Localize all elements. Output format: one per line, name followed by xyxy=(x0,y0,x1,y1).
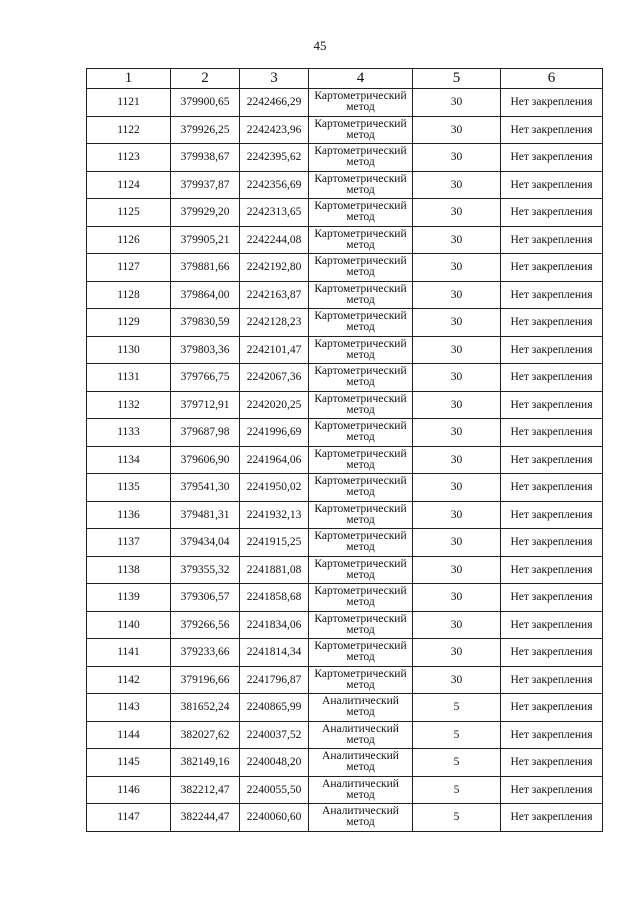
method-cell xyxy=(309,446,413,474)
y-coordinate-cell: 2242020,25 xyxy=(240,391,309,419)
x-coordinate-cell: 382212,47 xyxy=(171,776,240,804)
point-number-cell: 1133 xyxy=(87,419,171,447)
method-cell xyxy=(309,364,413,392)
accuracy-cell: 30 xyxy=(413,171,501,199)
method-line-2: метод xyxy=(346,761,375,774)
fixation-cell: Нет закрепления xyxy=(501,694,603,722)
point-number-cell: 1121 xyxy=(87,89,171,117)
fixation-cell: Нет закрепления xyxy=(501,419,603,447)
method-cell xyxy=(309,556,413,584)
table-row xyxy=(87,309,603,337)
method-cell xyxy=(309,116,413,144)
fixation-cell: Нет закрепления xyxy=(501,474,603,502)
y-coordinate-cell: 2241881,08 xyxy=(240,556,309,584)
point-number-cell: 1142 xyxy=(87,666,171,694)
method-line-2: метод xyxy=(346,623,375,636)
table-row xyxy=(87,721,603,749)
method-cell xyxy=(309,281,413,309)
method-line-1: Картометрический xyxy=(314,90,407,103)
table-row xyxy=(87,391,603,419)
point-number-cell: 1124 xyxy=(87,171,171,199)
x-coordinate-cell: 379434,04 xyxy=(171,529,240,557)
method-line-1: Картометрический xyxy=(314,530,407,543)
fixation-cell: Нет закрепления xyxy=(501,199,603,227)
x-coordinate-cell: 379938,67 xyxy=(171,144,240,172)
table-row xyxy=(87,776,603,804)
method-line-1: Картометрический xyxy=(314,420,407,433)
point-number-cell: 1123 xyxy=(87,144,171,172)
method-line-2: метод xyxy=(346,266,375,279)
method-cell xyxy=(309,254,413,282)
accuracy-cell: 30 xyxy=(413,419,501,447)
point-number-cell: 1132 xyxy=(87,391,171,419)
method-line-2: метод xyxy=(346,513,375,526)
x-coordinate-cell: 379306,57 xyxy=(171,584,240,612)
y-coordinate-cell: 2240060,60 xyxy=(240,804,309,832)
point-number-cell: 1145 xyxy=(87,749,171,777)
point-number-cell: 1128 xyxy=(87,281,171,309)
table-row xyxy=(87,336,603,364)
table-row xyxy=(87,474,603,502)
x-coordinate-cell: 379937,87 xyxy=(171,171,240,199)
method-line-1: Картометрический xyxy=(314,475,407,488)
y-coordinate-cell: 2242313,65 xyxy=(240,199,309,227)
accuracy-cell: 30 xyxy=(413,116,501,144)
y-coordinate-cell: 2242356,69 xyxy=(240,171,309,199)
point-number-cell: 1125 xyxy=(87,199,171,227)
column-header: 4 xyxy=(309,69,413,89)
method-line-1: Аналитический xyxy=(322,777,399,790)
method-line-2: метод xyxy=(346,816,375,829)
method-line-2: метод xyxy=(346,348,375,361)
method-line-1: Картометрический xyxy=(314,585,407,598)
x-coordinate-cell: 379926,25 xyxy=(171,116,240,144)
method-line-1: Картометрический xyxy=(314,255,407,268)
point-number-cell: 1122 xyxy=(87,116,171,144)
method-line-2: метод xyxy=(346,568,375,581)
method-line-2: метод xyxy=(346,128,375,141)
accuracy-cell: 30 xyxy=(413,501,501,529)
x-coordinate-cell: 382027,62 xyxy=(171,721,240,749)
accuracy-cell: 30 xyxy=(413,364,501,392)
x-coordinate-cell: 379881,66 xyxy=(171,254,240,282)
fixation-cell: Нет закрепления xyxy=(501,144,603,172)
method-cell xyxy=(309,694,413,722)
y-coordinate-cell: 2240048,20 xyxy=(240,749,309,777)
y-coordinate-cell: 2241964,06 xyxy=(240,446,309,474)
y-coordinate-cell: 2241932,13 xyxy=(240,501,309,529)
accuracy-cell: 30 xyxy=(413,639,501,667)
method-cell xyxy=(309,89,413,117)
y-coordinate-cell: 2241834,06 xyxy=(240,611,309,639)
method-cell xyxy=(309,226,413,254)
fixation-cell: Нет закрепления xyxy=(501,611,603,639)
table-row xyxy=(87,364,603,392)
x-coordinate-cell: 379803,36 xyxy=(171,336,240,364)
point-number-cell: 1136 xyxy=(87,501,171,529)
fixation-cell: Нет закрепления xyxy=(501,364,603,392)
accuracy-cell: 30 xyxy=(413,611,501,639)
table-row xyxy=(87,639,603,667)
point-number-cell: 1131 xyxy=(87,364,171,392)
accuracy-cell: 30 xyxy=(413,144,501,172)
column-header: 6 xyxy=(501,69,603,89)
table-row xyxy=(87,254,603,282)
method-line-1: Аналитический xyxy=(322,695,399,708)
table-row xyxy=(87,199,603,227)
fixation-cell: Нет закрепления xyxy=(501,226,603,254)
column-header: 3 xyxy=(240,69,309,89)
method-line-2: метод xyxy=(346,431,375,444)
y-coordinate-cell: 2241858,68 xyxy=(240,584,309,612)
method-cell xyxy=(309,419,413,447)
method-cell xyxy=(309,529,413,557)
table-header-row xyxy=(87,69,603,89)
method-line-1: Картометрический xyxy=(314,557,407,570)
method-line-2: метод xyxy=(346,651,375,664)
y-coordinate-cell: 2241950,02 xyxy=(240,474,309,502)
method-cell xyxy=(309,309,413,337)
fixation-cell: Нет закрепления xyxy=(501,721,603,749)
accuracy-cell: 5 xyxy=(413,721,501,749)
y-coordinate-cell: 2242466,29 xyxy=(240,89,309,117)
accuracy-cell: 30 xyxy=(413,254,501,282)
table-row xyxy=(87,556,603,584)
y-coordinate-cell: 2241796,87 xyxy=(240,666,309,694)
fixation-cell: Нет закрепления xyxy=(501,171,603,199)
x-coordinate-cell: 381652,24 xyxy=(171,694,240,722)
table-row xyxy=(87,89,603,117)
method-line-1: Картометрический xyxy=(314,502,407,515)
fixation-cell: Нет закрепления xyxy=(501,116,603,144)
fixation-cell: Нет закрепления xyxy=(501,804,603,832)
table-row xyxy=(87,446,603,474)
x-coordinate-cell: 379355,32 xyxy=(171,556,240,584)
point-number-cell: 1144 xyxy=(87,721,171,749)
table-row xyxy=(87,749,603,777)
point-number-cell: 1126 xyxy=(87,226,171,254)
table-row xyxy=(87,694,603,722)
x-coordinate-cell: 379606,90 xyxy=(171,446,240,474)
x-coordinate-cell: 379687,98 xyxy=(171,419,240,447)
x-coordinate-cell: 379766,75 xyxy=(171,364,240,392)
method-line-2: метод xyxy=(346,211,375,224)
method-line-2: метод xyxy=(346,293,375,306)
fixation-cell: Нет закрепления xyxy=(501,309,603,337)
x-coordinate-cell: 382149,16 xyxy=(171,749,240,777)
x-coordinate-cell: 379541,30 xyxy=(171,474,240,502)
fixation-cell: Нет закрепления xyxy=(501,639,603,667)
fixation-cell: Нет закрепления xyxy=(501,89,603,117)
method-cell xyxy=(309,721,413,749)
table-row xyxy=(87,226,603,254)
method-line-2: метод xyxy=(346,403,375,416)
method-line-2: метод xyxy=(346,156,375,169)
x-coordinate-cell: 379712,91 xyxy=(171,391,240,419)
accuracy-cell: 30 xyxy=(413,584,501,612)
method-line-1: Картометрический xyxy=(314,365,407,378)
method-cell xyxy=(309,391,413,419)
y-coordinate-cell: 2240037,52 xyxy=(240,721,309,749)
table-row xyxy=(87,281,603,309)
method-line-2: метод xyxy=(346,486,375,499)
method-line-2: метод xyxy=(346,321,375,334)
fixation-cell: Нет закрепления xyxy=(501,666,603,694)
table-row xyxy=(87,529,603,557)
table-row xyxy=(87,584,603,612)
y-coordinate-cell: 2240865,99 xyxy=(240,694,309,722)
method-line-1: Аналитический xyxy=(322,722,399,735)
table-row xyxy=(87,171,603,199)
method-line-1: Картометрический xyxy=(314,282,407,295)
page-number: 45 xyxy=(313,38,327,53)
table-row xyxy=(87,116,603,144)
fixation-cell: Нет закрепления xyxy=(501,776,603,804)
y-coordinate-cell: 2242395,62 xyxy=(240,144,309,172)
x-coordinate-cell: 379900,65 xyxy=(171,89,240,117)
accuracy-cell: 5 xyxy=(413,694,501,722)
accuracy-cell: 30 xyxy=(413,666,501,694)
column-header: 1 xyxy=(87,69,171,89)
x-coordinate-cell: 379196,66 xyxy=(171,666,240,694)
x-coordinate-cell: 379864,00 xyxy=(171,281,240,309)
accuracy-cell: 30 xyxy=(413,199,501,227)
method-line-2: метод xyxy=(346,183,375,196)
accuracy-cell: 30 xyxy=(413,281,501,309)
method-line-1: Аналитический xyxy=(322,750,399,763)
point-number-cell: 1141 xyxy=(87,639,171,667)
coordinates-table xyxy=(86,68,603,832)
method-line-1: Картометрический xyxy=(314,145,407,158)
method-line-2: метод xyxy=(346,541,375,554)
y-coordinate-cell: 2242244,08 xyxy=(240,226,309,254)
method-line-2: метод xyxy=(346,788,375,801)
accuracy-cell: 30 xyxy=(413,529,501,557)
method-line-2: метод xyxy=(346,238,375,251)
method-cell xyxy=(309,611,413,639)
point-number-cell: 1130 xyxy=(87,336,171,364)
accuracy-cell: 30 xyxy=(413,474,501,502)
y-coordinate-cell: 2241814,34 xyxy=(240,639,309,667)
method-line-2: метод xyxy=(346,458,375,471)
y-coordinate-cell: 2242163,87 xyxy=(240,281,309,309)
method-line-1: Картометрический xyxy=(314,640,407,653)
method-line-2: метод xyxy=(346,101,375,114)
table-row xyxy=(87,804,603,832)
method-line-1: Аналитический xyxy=(322,805,399,818)
method-cell xyxy=(309,666,413,694)
method-line-1: Картометрический xyxy=(314,667,407,680)
table-row xyxy=(87,501,603,529)
method-line-1: Картометрический xyxy=(314,447,407,460)
accuracy-cell: 5 xyxy=(413,749,501,777)
accuracy-cell: 30 xyxy=(413,309,501,337)
method-cell xyxy=(309,584,413,612)
y-coordinate-cell: 2240055,50 xyxy=(240,776,309,804)
y-coordinate-cell: 2242423,96 xyxy=(240,116,309,144)
point-number-cell: 1129 xyxy=(87,309,171,337)
point-number-cell: 1135 xyxy=(87,474,171,502)
table-row xyxy=(87,144,603,172)
point-number-cell: 1127 xyxy=(87,254,171,282)
method-cell xyxy=(309,199,413,227)
accuracy-cell: 5 xyxy=(413,804,501,832)
method-line-1: Картометрический xyxy=(314,310,407,323)
y-coordinate-cell: 2242128,23 xyxy=(240,309,309,337)
fixation-cell: Нет закрепления xyxy=(501,281,603,309)
fixation-cell: Нет закрепления xyxy=(501,501,603,529)
fixation-cell: Нет закрепления xyxy=(501,446,603,474)
method-cell xyxy=(309,336,413,364)
accuracy-cell: 30 xyxy=(413,89,501,117)
method-cell xyxy=(309,474,413,502)
point-number-cell: 1143 xyxy=(87,694,171,722)
accuracy-cell: 30 xyxy=(413,336,501,364)
y-coordinate-cell: 2242101,47 xyxy=(240,336,309,364)
x-coordinate-cell: 379481,31 xyxy=(171,501,240,529)
y-coordinate-cell: 2242192,80 xyxy=(240,254,309,282)
method-cell xyxy=(309,171,413,199)
table-body xyxy=(87,89,603,832)
method-line-2: метод xyxy=(346,706,375,719)
x-coordinate-cell: 379929,20 xyxy=(171,199,240,227)
accuracy-cell: 30 xyxy=(413,446,501,474)
x-coordinate-cell: 379830,59 xyxy=(171,309,240,337)
fixation-cell: Нет закрепления xyxy=(501,391,603,419)
method-line-1: Картометрический xyxy=(314,337,407,350)
method-line-1: Картометрический xyxy=(314,172,407,185)
accuracy-cell: 5 xyxy=(413,776,501,804)
method-line-2: метод xyxy=(346,596,375,609)
column-header: 5 xyxy=(413,69,501,89)
method-line-1: Картометрический xyxy=(314,227,407,240)
method-cell xyxy=(309,804,413,832)
method-line-1: Картометрический xyxy=(314,117,407,130)
point-number-cell: 1139 xyxy=(87,584,171,612)
y-coordinate-cell: 2241996,69 xyxy=(240,419,309,447)
point-number-cell: 1140 xyxy=(87,611,171,639)
accuracy-cell: 30 xyxy=(413,556,501,584)
fixation-cell: Нет закрепления xyxy=(501,749,603,777)
column-header: 2 xyxy=(171,69,240,89)
accuracy-cell: 30 xyxy=(413,226,501,254)
point-number-cell: 1138 xyxy=(87,556,171,584)
method-cell xyxy=(309,639,413,667)
method-line-1: Картометрический xyxy=(314,200,407,213)
x-coordinate-cell: 379233,66 xyxy=(171,639,240,667)
table-row xyxy=(87,611,603,639)
fixation-cell: Нет закрепления xyxy=(501,529,603,557)
y-coordinate-cell: 2242067,36 xyxy=(240,364,309,392)
method-cell xyxy=(309,501,413,529)
fixation-cell: Нет закрепления xyxy=(501,584,603,612)
method-cell xyxy=(309,749,413,777)
method-line-2: метод xyxy=(346,376,375,389)
method-line-1: Картометрический xyxy=(314,612,407,625)
table-row xyxy=(87,666,603,694)
fixation-cell: Нет закрепления xyxy=(501,254,603,282)
x-coordinate-cell: 379266,56 xyxy=(171,611,240,639)
method-cell xyxy=(309,144,413,172)
point-number-cell: 1147 xyxy=(87,804,171,832)
y-coordinate-cell: 2241915,25 xyxy=(240,529,309,557)
point-number-cell: 1137 xyxy=(87,529,171,557)
method-line-2: метод xyxy=(346,678,375,691)
method-line-1: Картометрический xyxy=(314,392,407,405)
fixation-cell: Нет закрепления xyxy=(501,556,603,584)
method-line-2: метод xyxy=(346,733,375,746)
point-number-cell: 1134 xyxy=(87,446,171,474)
x-coordinate-cell: 379905,21 xyxy=(171,226,240,254)
accuracy-cell: 30 xyxy=(413,391,501,419)
point-number-cell: 1146 xyxy=(87,776,171,804)
fixation-cell: Нет закрепления xyxy=(501,336,603,364)
method-cell xyxy=(309,776,413,804)
table-row xyxy=(87,419,603,447)
x-coordinate-cell: 382244,47 xyxy=(171,804,240,832)
